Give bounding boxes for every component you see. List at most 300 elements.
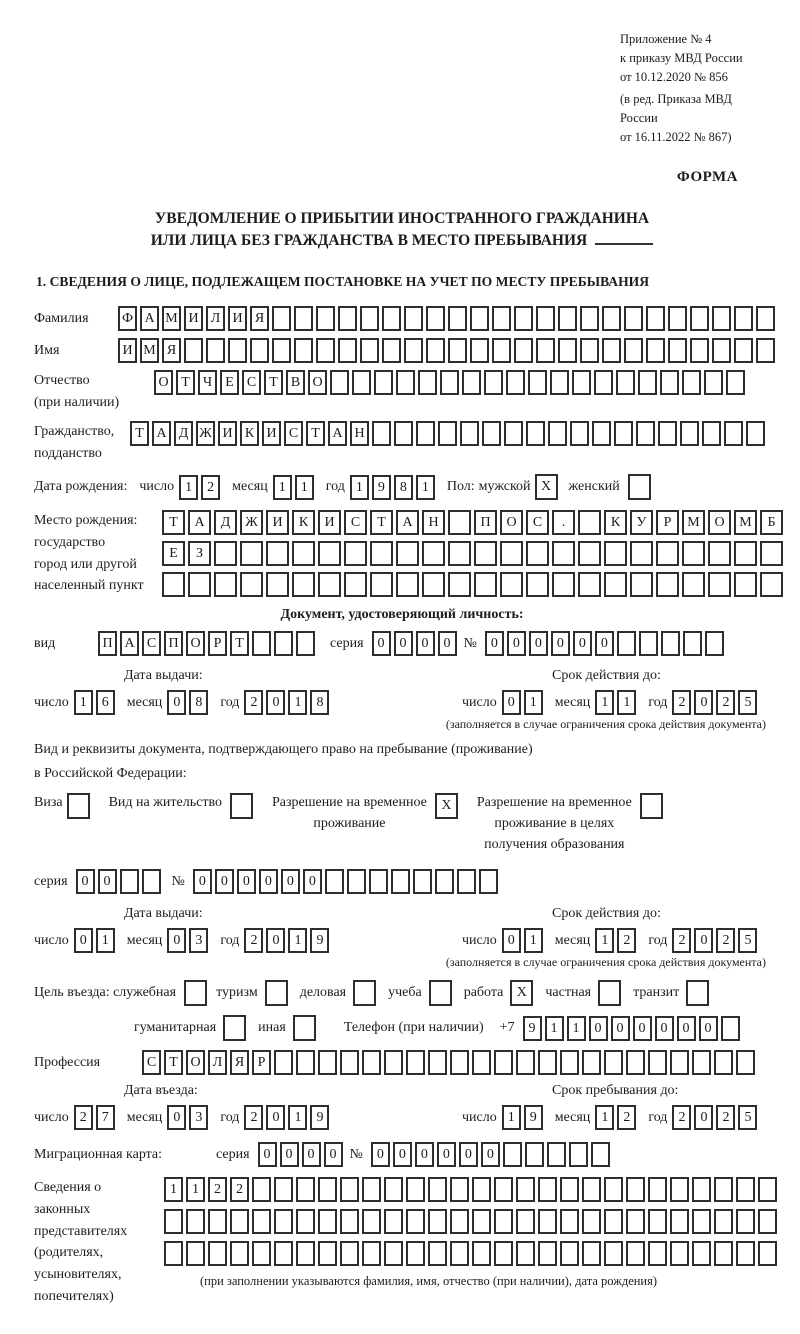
- char-cell[interactable]: [494, 1209, 513, 1234]
- char-cell[interactable]: [560, 1241, 579, 1266]
- char-cell[interactable]: 0: [394, 631, 413, 656]
- char-cell[interactable]: [528, 370, 547, 395]
- char-cell[interactable]: [396, 541, 419, 566]
- char-cell[interactable]: У: [630, 510, 653, 535]
- char-cell[interactable]: 0: [502, 690, 521, 715]
- mc-series-cells[interactable]: [258, 1142, 346, 1167]
- char-cell[interactable]: 1: [273, 475, 292, 500]
- char-cell[interactable]: [680, 421, 699, 446]
- doc-number-cells[interactable]: [485, 631, 727, 656]
- char-cell[interactable]: [558, 338, 577, 363]
- purpose-transit-checkbox[interactable]: [686, 980, 712, 1006]
- char-cell[interactable]: [162, 572, 185, 597]
- char-cell[interactable]: Л: [206, 306, 225, 331]
- char-cell[interactable]: Т: [176, 370, 195, 395]
- char-cell[interactable]: [705, 631, 724, 656]
- char-cell[interactable]: [406, 1241, 425, 1266]
- char-cell[interactable]: [340, 1241, 359, 1266]
- char-cell[interactable]: [646, 306, 665, 331]
- char-cell[interactable]: [296, 1177, 315, 1202]
- char-cell[interactable]: [624, 338, 643, 363]
- char-cell[interactable]: 5: [738, 1105, 757, 1130]
- char-cell[interactable]: [448, 541, 471, 566]
- char-cell[interactable]: [292, 541, 315, 566]
- char-cell[interactable]: [272, 338, 291, 363]
- char-cell[interactable]: [384, 1050, 403, 1075]
- char-cell[interactable]: [67, 793, 90, 819]
- char-cell[interactable]: [578, 572, 601, 597]
- char-cell[interactable]: [714, 1177, 733, 1202]
- char-cell[interactable]: [721, 1016, 740, 1041]
- char-cell[interactable]: [208, 1241, 227, 1266]
- char-cell[interactable]: 2: [230, 1177, 249, 1202]
- char-cell[interactable]: П: [164, 631, 183, 656]
- char-cell[interactable]: 0: [259, 869, 278, 894]
- char-cell[interactable]: [274, 1209, 293, 1234]
- char-cell[interactable]: [450, 1209, 469, 1234]
- char-cell[interactable]: [214, 541, 237, 566]
- char-cell[interactable]: [648, 1177, 667, 1202]
- char-cell[interactable]: И: [118, 338, 137, 363]
- purpose-other[interactable]: иная: [258, 1015, 319, 1041]
- char-cell[interactable]: [340, 1050, 359, 1075]
- char-cell[interactable]: [591, 1142, 610, 1167]
- char-cell[interactable]: Л: [208, 1050, 227, 1075]
- char-cell[interactable]: Ч: [198, 370, 217, 395]
- char-cell[interactable]: [526, 572, 549, 597]
- char-cell[interactable]: [396, 370, 415, 395]
- char-cell[interactable]: [384, 1177, 403, 1202]
- char-cell[interactable]: [494, 1177, 513, 1202]
- char-cell[interactable]: 0: [481, 1142, 500, 1167]
- char-cell[interactable]: [682, 541, 705, 566]
- char-cell[interactable]: Р: [252, 1050, 271, 1075]
- char-cell[interactable]: Е: [162, 541, 185, 566]
- char-cell[interactable]: 0: [237, 869, 256, 894]
- char-cell[interactable]: [582, 1209, 601, 1234]
- birth-place-row2[interactable]: [162, 541, 786, 566]
- char-cell[interactable]: 0: [573, 631, 592, 656]
- char-cell[interactable]: [661, 631, 680, 656]
- char-cell[interactable]: 0: [98, 869, 117, 894]
- doc-issue-year[interactable]: [244, 690, 332, 715]
- char-cell[interactable]: 2: [617, 928, 636, 953]
- char-cell[interactable]: [592, 421, 611, 446]
- char-cell[interactable]: М: [162, 306, 181, 331]
- char-cell[interactable]: М: [140, 338, 159, 363]
- purpose-private[interactable]: частная: [545, 980, 624, 1006]
- char-cell[interactable]: 1: [545, 1016, 564, 1041]
- entry-month[interactable]: [167, 1105, 211, 1130]
- char-cell[interactable]: [426, 306, 445, 331]
- char-cell[interactable]: [578, 541, 601, 566]
- char-cell[interactable]: [692, 1177, 711, 1202]
- char-cell[interactable]: [292, 572, 315, 597]
- char-cell[interactable]: Д: [214, 510, 237, 535]
- char-cell[interactable]: 0: [551, 631, 570, 656]
- char-cell[interactable]: А: [396, 510, 419, 535]
- char-cell[interactable]: [318, 1209, 337, 1234]
- char-cell[interactable]: [318, 541, 341, 566]
- char-cell[interactable]: В: [286, 370, 305, 395]
- char-cell[interactable]: 1: [186, 1177, 205, 1202]
- char-cell[interactable]: И: [266, 510, 289, 535]
- char-cell[interactable]: [492, 306, 511, 331]
- char-cell[interactable]: [580, 338, 599, 363]
- res-issue-day[interactable]: [74, 928, 118, 953]
- birth-place-row1[interactable]: [162, 510, 786, 535]
- char-cell[interactable]: П: [98, 631, 117, 656]
- char-cell[interactable]: [404, 338, 423, 363]
- char-cell[interactable]: 7: [96, 1105, 115, 1130]
- char-cell[interactable]: Д: [174, 421, 193, 446]
- char-cell[interactable]: [494, 1050, 513, 1075]
- char-cell[interactable]: [230, 1209, 249, 1234]
- citizenship-cells[interactable]: [130, 421, 768, 446]
- char-cell[interactable]: [594, 370, 613, 395]
- char-cell[interactable]: 2: [716, 690, 735, 715]
- option-temp-residence-education[interactable]: Разрешение на временное проживание в целях получения образования: [477, 792, 666, 855]
- char-cell[interactable]: [560, 1209, 579, 1234]
- char-cell[interactable]: [552, 572, 575, 597]
- char-cell[interactable]: [428, 1241, 447, 1266]
- char-cell[interactable]: [604, 572, 627, 597]
- char-cell[interactable]: [712, 306, 731, 331]
- char-cell[interactable]: [500, 541, 523, 566]
- char-cell[interactable]: [265, 980, 288, 1006]
- char-cell[interactable]: [516, 1241, 535, 1266]
- char-cell[interactable]: [746, 421, 765, 446]
- char-cell[interactable]: [682, 370, 701, 395]
- char-cell[interactable]: [598, 980, 621, 1006]
- char-cell[interactable]: [690, 306, 709, 331]
- char-cell[interactable]: [572, 370, 591, 395]
- char-cell[interactable]: [686, 980, 709, 1006]
- doc-expiry-year[interactable]: [672, 690, 760, 715]
- char-cell[interactable]: [683, 631, 702, 656]
- char-cell[interactable]: 3: [189, 1105, 208, 1130]
- char-cell[interactable]: Я: [230, 1050, 249, 1075]
- char-cell[interactable]: 0: [694, 928, 713, 953]
- char-cell[interactable]: 0: [393, 1142, 412, 1167]
- char-cell[interactable]: 1: [416, 475, 435, 500]
- char-cell[interactable]: [714, 1050, 733, 1075]
- char-cell[interactable]: [472, 1050, 491, 1075]
- birth-day-cells[interactable]: [179, 475, 223, 500]
- char-cell[interactable]: 0: [595, 631, 614, 656]
- char-cell[interactable]: [714, 1209, 733, 1234]
- char-cell[interactable]: [604, 1209, 623, 1234]
- char-cell[interactable]: [630, 572, 653, 597]
- char-cell[interactable]: [164, 1241, 183, 1266]
- char-cell[interactable]: [558, 306, 577, 331]
- char-cell[interactable]: А: [152, 421, 171, 446]
- char-cell[interactable]: [450, 1050, 469, 1075]
- char-cell[interactable]: [435, 869, 454, 894]
- char-cell[interactable]: Е: [220, 370, 239, 395]
- char-cell[interactable]: [472, 1209, 491, 1234]
- char-cell[interactable]: [516, 1050, 535, 1075]
- option-residence-permit[interactable]: Вид на жительство: [109, 792, 256, 819]
- char-cell[interactable]: [614, 421, 633, 446]
- char-cell[interactable]: [208, 1209, 227, 1234]
- char-cell[interactable]: [630, 541, 653, 566]
- char-cell[interactable]: С: [526, 510, 549, 535]
- char-cell[interactable]: 2: [74, 1105, 93, 1130]
- char-cell[interactable]: [708, 541, 731, 566]
- char-cell[interactable]: [428, 1050, 447, 1075]
- char-cell[interactable]: [682, 572, 705, 597]
- char-cell[interactable]: [525, 1142, 544, 1167]
- char-cell[interactable]: [318, 572, 341, 597]
- char-cell[interactable]: [656, 572, 679, 597]
- char-cell[interactable]: 0: [589, 1016, 608, 1041]
- profession-cells[interactable]: [142, 1050, 758, 1075]
- char-cell[interactable]: [626, 1241, 645, 1266]
- char-cell[interactable]: [660, 370, 679, 395]
- birth-place-row3[interactable]: [162, 572, 786, 597]
- char-cell[interactable]: [756, 306, 775, 331]
- char-cell[interactable]: [396, 572, 419, 597]
- char-cell[interactable]: [362, 1177, 381, 1202]
- char-cell[interactable]: [362, 1050, 381, 1075]
- char-cell[interactable]: [570, 421, 589, 446]
- residence-permit-checkbox[interactable]: [230, 793, 256, 819]
- char-cell[interactable]: [503, 1142, 522, 1167]
- char-cell[interactable]: [428, 1209, 447, 1234]
- char-cell[interactable]: [318, 1241, 337, 1266]
- char-cell[interactable]: 1: [288, 928, 307, 953]
- char-cell[interactable]: [648, 1050, 667, 1075]
- char-cell[interactable]: 0: [437, 1142, 456, 1167]
- char-cell[interactable]: 0: [507, 631, 526, 656]
- char-cell[interactable]: О: [308, 370, 327, 395]
- char-cell[interactable]: [578, 510, 601, 535]
- char-cell[interactable]: [602, 338, 621, 363]
- char-cell[interactable]: [294, 306, 313, 331]
- char-cell[interactable]: [526, 541, 549, 566]
- char-cell[interactable]: [362, 1241, 381, 1266]
- doc-expiry-month[interactable]: [595, 690, 639, 715]
- char-cell[interactable]: А: [140, 306, 159, 331]
- res-issue-month[interactable]: [167, 928, 211, 953]
- char-cell[interactable]: [391, 869, 410, 894]
- char-cell[interactable]: [186, 1241, 205, 1266]
- char-cell[interactable]: [422, 572, 445, 597]
- char-cell[interactable]: [516, 1177, 535, 1202]
- char-cell[interactable]: 1: [567, 1016, 586, 1041]
- char-cell[interactable]: [704, 370, 723, 395]
- char-cell[interactable]: [188, 572, 211, 597]
- char-cell[interactable]: [760, 572, 783, 597]
- char-cell[interactable]: X: [510, 980, 533, 1006]
- char-cell[interactable]: 1: [295, 475, 314, 500]
- char-cell[interactable]: К: [240, 421, 259, 446]
- char-cell[interactable]: [602, 306, 621, 331]
- char-cell[interactable]: [440, 370, 459, 395]
- char-cell[interactable]: [272, 306, 291, 331]
- char-cell[interactable]: [450, 1177, 469, 1202]
- char-cell[interactable]: 1: [502, 1105, 521, 1130]
- purpose-business-checkbox[interactable]: [353, 980, 379, 1006]
- char-cell[interactable]: [734, 306, 753, 331]
- char-cell[interactable]: [274, 1241, 293, 1266]
- char-cell[interactable]: 9: [310, 928, 329, 953]
- surname-cells[interactable]: [118, 306, 778, 331]
- purpose-transit[interactable]: транзит: [633, 980, 712, 1006]
- char-cell[interactable]: [474, 572, 497, 597]
- char-cell[interactable]: [736, 1209, 755, 1234]
- char-cell[interactable]: [394, 421, 413, 446]
- char-cell[interactable]: [164, 1209, 183, 1234]
- char-cell[interactable]: 0: [324, 1142, 343, 1167]
- char-cell[interactable]: [712, 338, 731, 363]
- char-cell[interactable]: С: [344, 510, 367, 535]
- char-cell[interactable]: [230, 1241, 249, 1266]
- char-cell[interactable]: [186, 1209, 205, 1234]
- char-cell[interactable]: [656, 541, 679, 566]
- char-cell[interactable]: 1: [179, 475, 198, 500]
- char-cell[interactable]: 0: [266, 928, 285, 953]
- char-cell[interactable]: [316, 338, 335, 363]
- char-cell[interactable]: [293, 1015, 316, 1041]
- char-cell[interactable]: 0: [215, 869, 234, 894]
- char-cell[interactable]: 3: [189, 928, 208, 953]
- char-cell[interactable]: Б: [760, 510, 783, 535]
- char-cell[interactable]: 1: [164, 1177, 183, 1202]
- char-cell[interactable]: X: [535, 474, 558, 500]
- char-cell[interactable]: М: [682, 510, 705, 535]
- char-cell[interactable]: [370, 572, 393, 597]
- char-cell[interactable]: [184, 980, 207, 1006]
- name-cells[interactable]: [118, 338, 778, 363]
- char-cell[interactable]: [604, 541, 627, 566]
- char-cell[interactable]: [318, 1177, 337, 1202]
- char-cell[interactable]: [638, 370, 657, 395]
- char-cell[interactable]: [340, 1209, 359, 1234]
- char-cell[interactable]: [626, 1177, 645, 1202]
- char-cell[interactable]: [472, 1241, 491, 1266]
- char-cell[interactable]: [582, 1050, 601, 1075]
- char-cell[interactable]: И: [218, 421, 237, 446]
- char-cell[interactable]: [604, 1050, 623, 1075]
- char-cell[interactable]: 2: [244, 1105, 263, 1130]
- char-cell[interactable]: [429, 980, 452, 1006]
- char-cell[interactable]: [560, 1177, 579, 1202]
- char-cell[interactable]: [413, 869, 432, 894]
- char-cell[interactable]: С: [242, 370, 261, 395]
- char-cell[interactable]: [604, 1241, 623, 1266]
- char-cell[interactable]: [628, 474, 651, 500]
- char-cell[interactable]: [692, 1241, 711, 1266]
- char-cell[interactable]: С: [142, 1050, 161, 1075]
- res-expiry-year[interactable]: [672, 928, 760, 953]
- char-cell[interactable]: А: [328, 421, 347, 446]
- char-cell[interactable]: Ж: [196, 421, 215, 446]
- char-cell[interactable]: [756, 338, 775, 363]
- birth-month-cells[interactable]: [273, 475, 317, 500]
- char-cell[interactable]: 0: [529, 631, 548, 656]
- char-cell[interactable]: 0: [303, 869, 322, 894]
- char-cell[interactable]: [252, 631, 271, 656]
- char-cell[interactable]: [548, 421, 567, 446]
- char-cell[interactable]: [374, 370, 393, 395]
- char-cell[interactable]: [734, 541, 757, 566]
- char-cell[interactable]: Т: [130, 421, 149, 446]
- char-cell[interactable]: X: [435, 793, 458, 819]
- char-cell[interactable]: 0: [302, 1142, 321, 1167]
- char-cell[interactable]: [514, 338, 533, 363]
- char-cell[interactable]: [736, 1050, 755, 1075]
- char-cell[interactable]: [670, 1177, 689, 1202]
- char-cell[interactable]: [760, 541, 783, 566]
- doc-issue-day[interactable]: [74, 690, 118, 715]
- char-cell[interactable]: 1: [74, 690, 93, 715]
- mc-number-cells[interactable]: [371, 1142, 613, 1167]
- char-cell[interactable]: [240, 572, 263, 597]
- char-cell[interactable]: [274, 631, 293, 656]
- purpose-study-checkbox[interactable]: [429, 980, 455, 1006]
- temp-residence-education-checkbox[interactable]: [640, 793, 666, 819]
- char-cell[interactable]: [668, 306, 687, 331]
- char-cell[interactable]: [296, 1050, 315, 1075]
- char-cell[interactable]: 2: [672, 1105, 691, 1130]
- doc-issue-month[interactable]: [167, 690, 211, 715]
- char-cell[interactable]: 1: [350, 475, 369, 500]
- char-cell[interactable]: [604, 1177, 623, 1202]
- char-cell[interactable]: [560, 1050, 579, 1075]
- char-cell[interactable]: [274, 1177, 293, 1202]
- char-cell[interactable]: [479, 869, 498, 894]
- char-cell[interactable]: [360, 338, 379, 363]
- char-cell[interactable]: Р: [656, 510, 679, 535]
- char-cell[interactable]: [296, 1241, 315, 1266]
- purpose-work-checkbox[interactable]: [510, 980, 536, 1006]
- char-cell[interactable]: 1: [288, 690, 307, 715]
- char-cell[interactable]: И: [184, 306, 203, 331]
- char-cell[interactable]: Я: [162, 338, 181, 363]
- purpose-tourism-checkbox[interactable]: [265, 980, 291, 1006]
- char-cell[interactable]: [636, 421, 655, 446]
- char-cell[interactable]: 0: [655, 1016, 674, 1041]
- char-cell[interactable]: [406, 1209, 425, 1234]
- char-cell[interactable]: 2: [672, 690, 691, 715]
- char-cell[interactable]: Р: [208, 631, 227, 656]
- representatives-row2[interactable]: [164, 1209, 780, 1234]
- char-cell[interactable]: 0: [281, 869, 300, 894]
- char-cell[interactable]: [624, 306, 643, 331]
- char-cell[interactable]: [470, 306, 489, 331]
- char-cell[interactable]: 0: [677, 1016, 696, 1041]
- char-cell[interactable]: Я: [250, 306, 269, 331]
- char-cell[interactable]: [724, 421, 743, 446]
- char-cell[interactable]: М: [734, 510, 757, 535]
- char-cell[interactable]: [580, 306, 599, 331]
- gender-female-checkbox[interactable]: [628, 474, 654, 500]
- char-cell[interactable]: [457, 869, 476, 894]
- char-cell[interactable]: [626, 1050, 645, 1075]
- char-cell[interactable]: 0: [193, 869, 212, 894]
- char-cell[interactable]: [538, 1050, 557, 1075]
- char-cell[interactable]: Ж: [240, 510, 263, 535]
- char-cell[interactable]: [552, 541, 575, 566]
- char-cell[interactable]: [252, 1209, 271, 1234]
- char-cell[interactable]: Т: [164, 1050, 183, 1075]
- char-cell[interactable]: 0: [415, 1142, 434, 1167]
- char-cell[interactable]: [734, 572, 757, 597]
- char-cell[interactable]: [526, 421, 545, 446]
- char-cell[interactable]: Н: [350, 421, 369, 446]
